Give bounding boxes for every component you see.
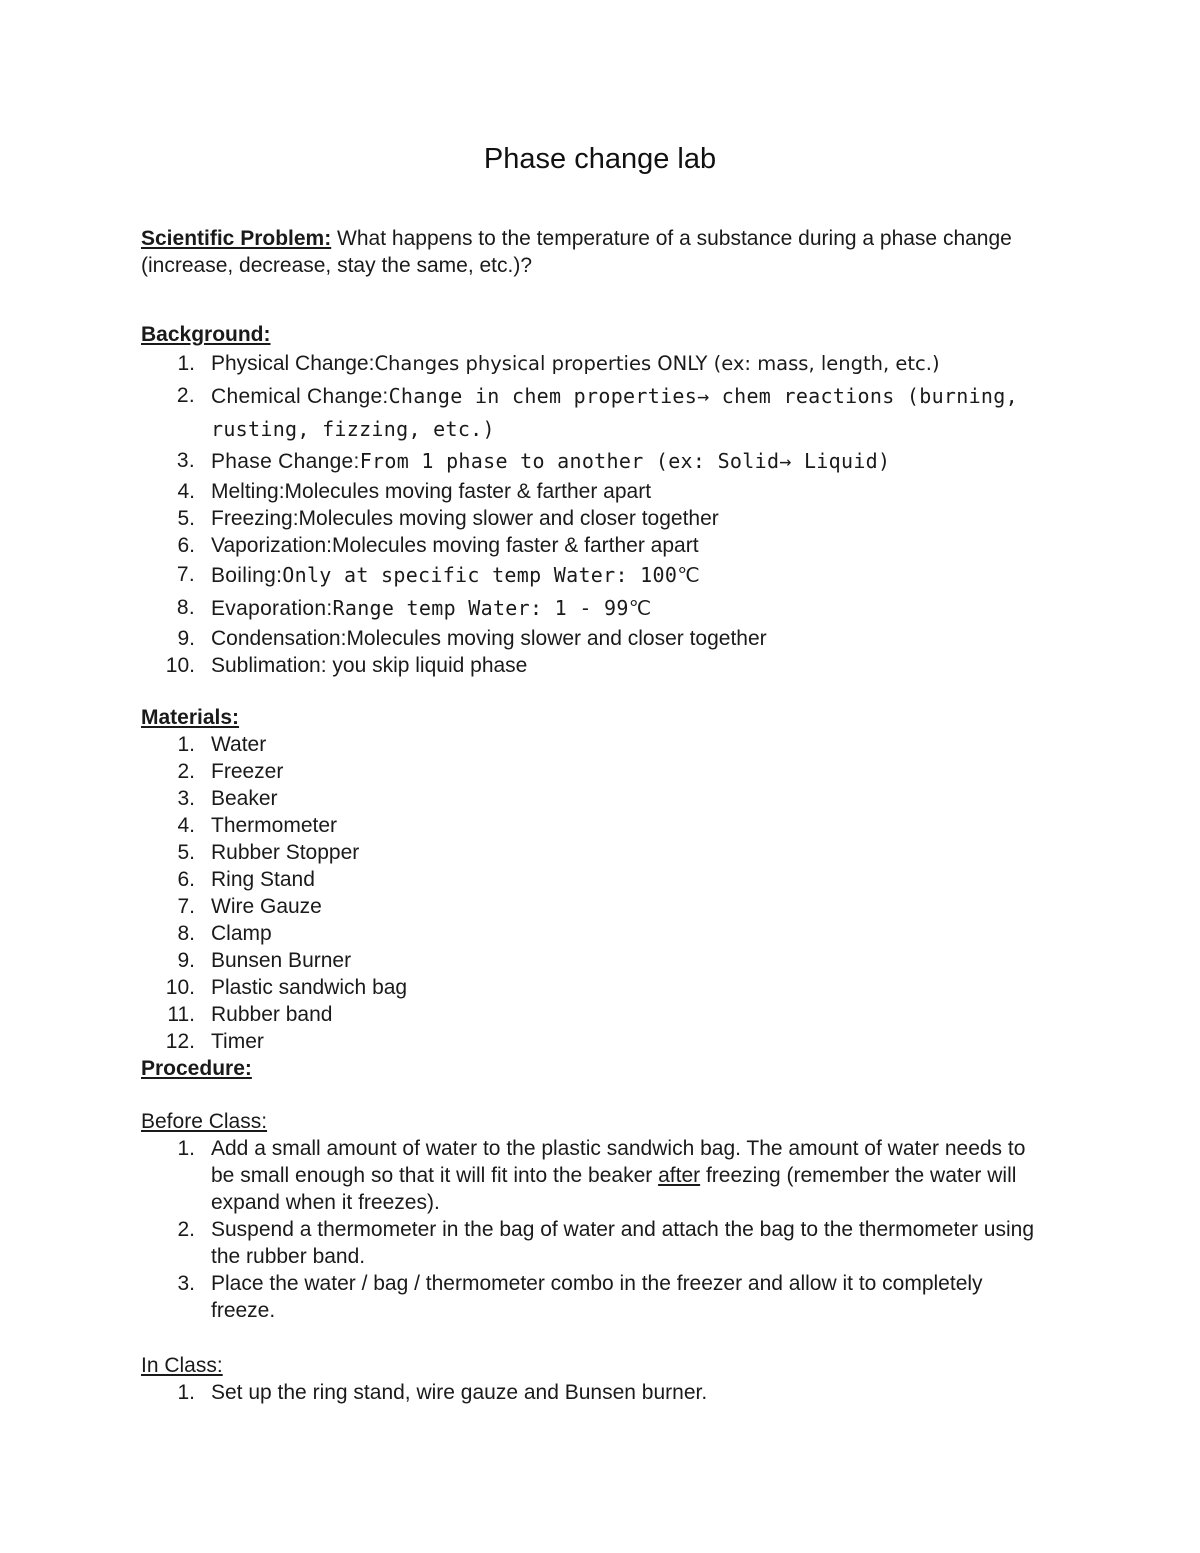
list-item: 4. Thermometer <box>177 814 338 837</box>
scientific-problem <box>141 225 1041 279</box>
procedure-heading: Procedure: <box>141 1057 252 1080</box>
background-heading: Background: <box>141 323 271 346</box>
list-item: 6. Vaporization:Molecules moving faster & farther apart <box>177 534 699 557</box>
list-item: 8. Evaporation:Range temp Water: 1 - 99℃ <box>176 596 652 620</box>
list-item: 10. Plastic sandwich bag <box>165 976 408 999</box>
list-item: 3. Beaker <box>177 787 278 810</box>
list-item: 8. Clamp <box>177 922 272 945</box>
list-item: 9. Condensation:Molecules moving slower and closer together <box>177 627 767 650</box>
list-item: 12. Timer <box>165 1030 264 1053</box>
background-list <box>141 348 1041 679</box>
in-class-label: In Class: <box>141 1354 223 1377</box>
materials-heading: Materials: <box>141 706 240 729</box>
list-item: 3. Place the water / bag / thermometer combo in the freezer and allow it to completely freeze. <box>177 1272 983 1322</box>
list-item: 7. Boiling:Only at specific temp Water: 100℃ <box>176 563 700 587</box>
materials-list <box>141 731 1041 1055</box>
list-item: 4. Melting:Molecules moving faster & farther apart <box>177 480 652 503</box>
list-item: 11. Rubber band <box>167 1003 333 1026</box>
before-class-section <box>141 1108 1046 1324</box>
page-title: Phase change lab <box>483 143 717 175</box>
problem-text: What happens to the temperature of a substance during a phase change (increase, decrease, stay the same, etc.)? <box>141 227 1012 277</box>
in-class-section <box>141 1352 1041 1406</box>
list-item: 10. Sublimation: you skip liquid phase <box>165 654 528 677</box>
list-item: 9. Bunsen Burner <box>177 949 352 972</box>
in-class-steps <box>141 1379 1041 1406</box>
background-section <box>141 321 1041 679</box>
before-class-label: Before Class: <box>141 1110 268 1133</box>
problem-label: Scientific Problem: <box>141 227 332 250</box>
list-item: 7. Wire Gauze <box>177 895 322 918</box>
materials-section <box>141 704 1041 1082</box>
list-item: 3. Phase Change:From 1 phase to another (ex: Solid→ Liquid) <box>176 449 891 473</box>
list-item: 5. Rubber Stopper <box>177 841 360 864</box>
list-item: 2. Suspend a thermometer in the bag of water and attach the bag to the thermometer using the rubber band. <box>177 1218 1034 1268</box>
list-item: 6. Ring Stand <box>177 868 315 891</box>
list-item: 2. Chemical Change:Change in chem properties→ chem reactions (burning, rusting, fizzing, etc.) <box>176 384 1018 441</box>
list-item: 1. Add a small amount of water to the plastic sandwich bag. The amount of water needs to be small enough so that it will fit into the beaker after freezing (remember the water will expand when it freezes). <box>177 1137 1026 1214</box>
list-item: 1. Physical Change:Changes physical properties ONLY (ex: mass, length, etc.) <box>177 352 940 375</box>
list-item: 2. Freezer <box>177 760 284 783</box>
list-item: 1. Water <box>177 733 267 756</box>
list-item: 1. Set up the ring stand, wire gauze and Bunsen burner. <box>177 1381 708 1404</box>
before-class-steps <box>141 1135 1046 1324</box>
list-item: 5. Freezing:Molecules moving slower and closer together <box>177 507 719 530</box>
